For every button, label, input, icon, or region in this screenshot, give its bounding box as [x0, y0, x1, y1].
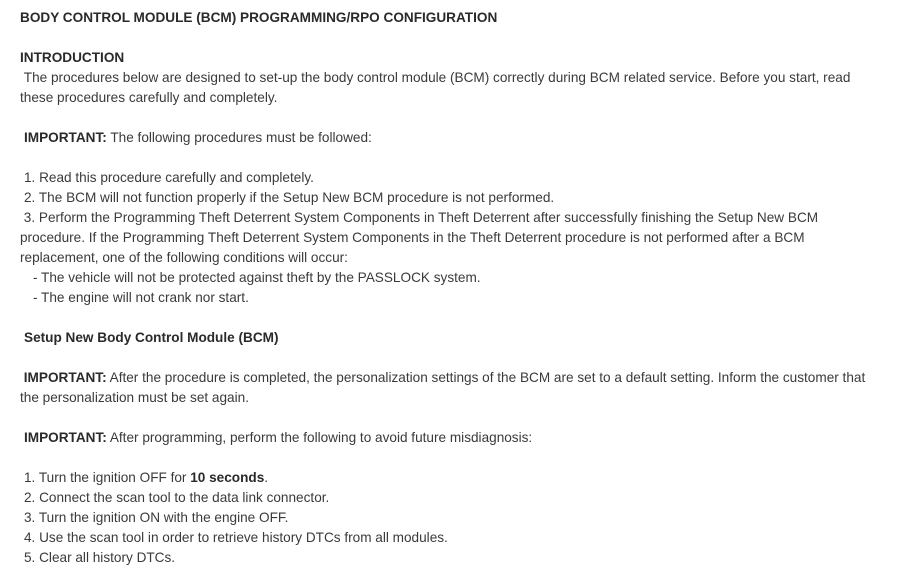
important-text: The following procedures must be followed: — [110, 130, 372, 145]
spacer — [20, 108, 883, 128]
important-label: IMPORTANT: — [23, 370, 107, 385]
step-prefix: 1. Turn the ignition OFF for — [24, 470, 191, 485]
intro-heading: INTRODUCTION — [20, 50, 125, 65]
list-item: 5. Clear all history DTCs. — [24, 550, 176, 565]
list-item — [20, 468, 883, 488]
important-note-3 — [20, 428, 883, 448]
important-text: After the procedure is completed, the personalization settings of the BCM are set to a default setting. Inform the customer that the personalization must be set again. — [20, 370, 866, 405]
spacer — [20, 308, 883, 328]
important-label: IMPORTANT: — [24, 430, 107, 445]
condition-item: - The engine will not crank nor start. — [33, 290, 249, 305]
section-heading: Setup New Body Control Module (BCM) — [24, 330, 279, 345]
list-item: 2. Connect the scan tool to the data link connector. — [24, 490, 330, 505]
list-item: 4. Use the scan tool in order to retrieve history DTCs from all modules. — [24, 530, 448, 545]
list-item — [20, 208, 883, 268]
spacer — [20, 448, 883, 468]
important-note-1 — [20, 128, 883, 148]
list-item-text: 3. Perform the Programming Theft Deterrent System Components in Theft Deterrent after successfully finishing the Setup New BCM procedure. If the Programming Theft Deterrent System Components in the Theft Deterrent procedure is not performed after a BCM replacement, one of the following conditions will occur: — [20, 210, 819, 265]
intro-text-body: The procedures below are designed to set-up the body control module (BCM) correctly during BCM related service. Before you start, read these procedures carefully and completely. — [20, 70, 851, 105]
spacer — [20, 28, 883, 48]
list-item: 2. The BCM will not function properly if the Setup New BCM procedure is not performed. — [24, 190, 555, 205]
list-item: 1. Read this procedure carefully and completely. — [24, 170, 314, 185]
intro-text — [20, 68, 883, 108]
spacer — [20, 148, 883, 168]
condition-item: - The vehicle will not be protected against theft by the PASSLOCK system. — [33, 270, 481, 285]
list-item: 3. Turn the ignition ON with the engine OFF. — [24, 510, 289, 525]
page-title: BODY CONTROL MODULE (BCM) PROGRAMMING/RPO CONFIGURATION — [20, 10, 498, 25]
important-note-2 — [20, 368, 883, 408]
important-label: IMPORTANT: — [24, 130, 107, 145]
important-text: After programming, perform the following to avoid future misdiagnosis: — [109, 430, 533, 445]
spacer — [20, 408, 883, 428]
spacer — [20, 348, 883, 368]
step-suffix: . — [264, 470, 269, 485]
step-emphasis: 10 seconds — [190, 470, 265, 485]
